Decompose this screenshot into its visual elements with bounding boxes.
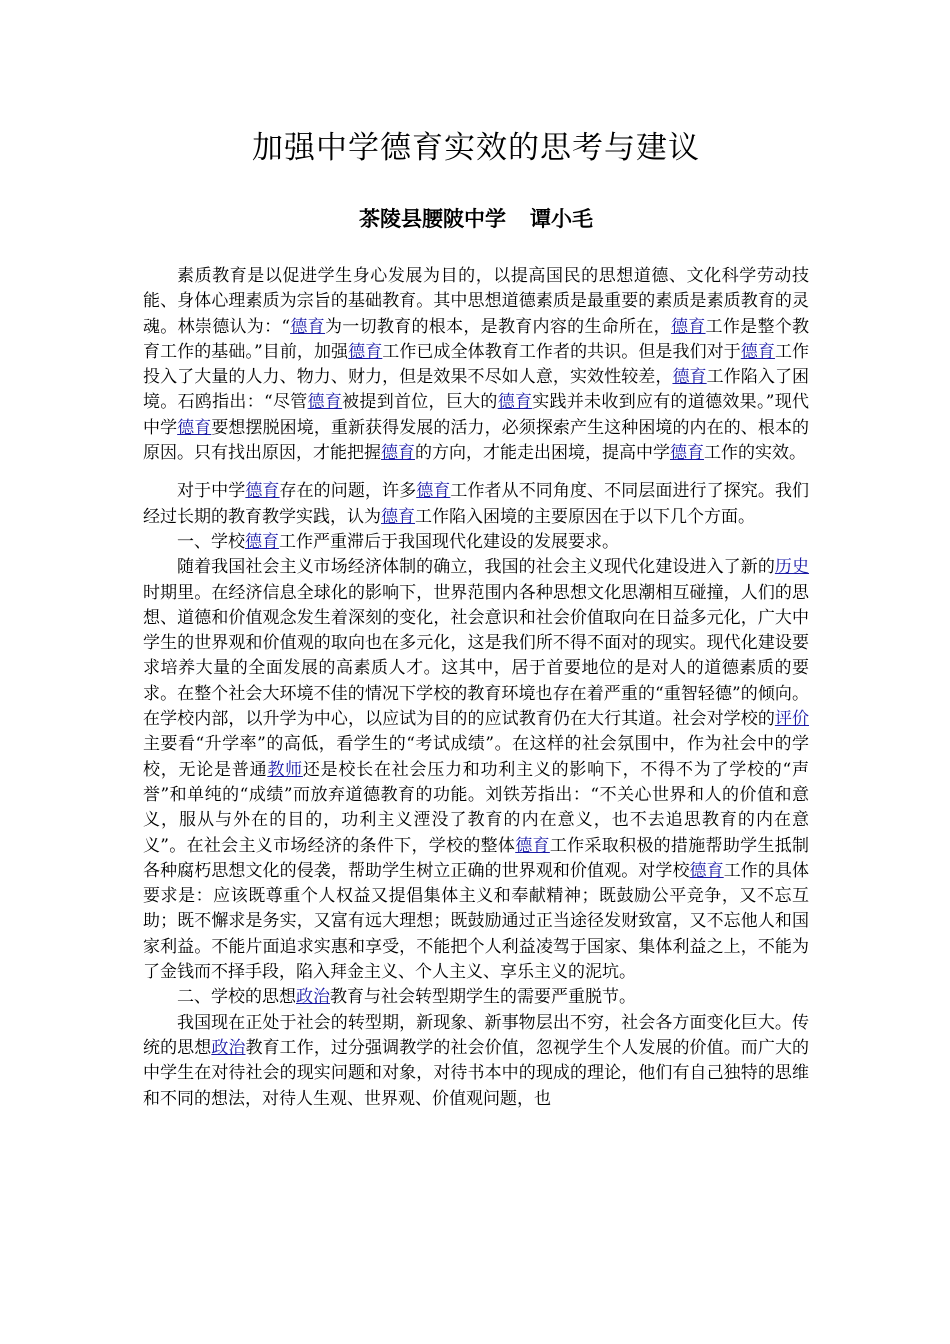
keyword-link[interactable]: 德育 (348, 341, 383, 362)
paragraph-text: 对于中学 (177, 481, 246, 502)
paragraph-text: 工作严重滞后于我国现代化建设的发展要求。 (279, 531, 619, 552)
keyword-link[interactable]: 德育 (740, 341, 775, 362)
paragraph-text: 一、学校 (177, 531, 245, 552)
keyword-link[interactable]: 德育 (515, 835, 550, 856)
paragraph-text: 工作者从不同角度、不同层面进行了探究。我们经过长期的教育教学实践，认为 (143, 481, 810, 527)
keyword-link[interactable]: 德育 (177, 417, 212, 438)
keyword-link[interactable]: 德育 (381, 443, 415, 464)
paragraph-text: 还是校长在社会压力和功利主义的影响下，不得不为了学校的“声誉”和单纯的“成绩”而放弃道德教育的功能。刘铁芳指出：“不关心世界和人的价值和意义，服从与外在的目的，功利主义湮没了教育的内在意义，也不去追思教育的内在意义”。在社会主义市场经济的条件下，学校的整体 (143, 759, 809, 856)
paragraph-text: 工作已成全体教育工作者的共识。但是我们对于 (382, 341, 741, 362)
author-line (143, 203, 809, 235)
paragraph-text: 工作采取积极的措施帮助学生抵制各种腐朽思想文化的侵袭，帮助学生树立正确的世界观和价值观。对学校 (143, 835, 810, 881)
paragraph (143, 530, 809, 555)
paragraph-text: 我国现在正处于社会的转型期，新现象、新事物层出不穷，社会各方面变化巨大。传统的思想 (143, 1012, 809, 1058)
keyword-link[interactable]: 德育 (672, 367, 707, 388)
paragraph-text: 时期里。在经济信息全球化的影响下，世界范围内各种思想文化思潮相互碰撞，人们的思想、道德和价值观念发生着深刻的变化，社会意识和社会价值取向在日益多元化，广大中学生的世界观和价值观的取向也在多元化，这是我们所不得不面对的现实。现代化建设要求培养大量的全面发展的高素质人才。这其中，居于首要地位的是对人的道德素质的要求。在整个社会大环境不佳的情况下学校的教育环境也存在着严重的“重智轻德”的倾向。在学校内部，以升学为中心，以应试为目的的应试教育仍在大行其道。社会对学校的 (143, 582, 809, 730)
keyword-link[interactable]: 历史 (774, 557, 810, 578)
paragraph-text: 教育与社会转型期学生的需要严重脱节。 (330, 987, 636, 1008)
paragraph-text: 被提到首位，巨大的 (342, 392, 498, 413)
author-school: 茶陵县腰陂中学 (359, 206, 506, 231)
paragraph-text: 工作是整个教育工作的基础。”目前，加强 (143, 316, 810, 362)
paragraph (143, 479, 809, 530)
paragraph-text: 素质教育是以促进学生身心发展为目的，以提高国民的思想道德、文化科学劳动技能、身体心理素质为宗旨的基础教育。其中思想道德素质是最重要的素质是素质教育的灵魂。林崇德认为：“ (143, 266, 809, 337)
document-title: 加强中学德育实效的思考与建议 (252, 130, 700, 166)
paragraph (143, 264, 809, 466)
paragraph-text: 工作陷入了困境。石鸥指出：“尽管 (143, 367, 810, 413)
keyword-link[interactable]: 德育 (670, 443, 704, 464)
keyword-link[interactable]: 德育 (381, 506, 415, 527)
paragraph-text: 实践并未收到应有的道德效果。”现代中学 (143, 392, 810, 438)
keyword-link[interactable]: 德育 (670, 316, 706, 337)
keyword-link[interactable]: 德育 (245, 481, 280, 502)
keyword-link[interactable]: 评价 (774, 709, 810, 730)
keyword-link[interactable]: 德育 (290, 316, 325, 337)
keyword-link[interactable]: 德育 (497, 392, 533, 413)
paragraph-text: 随着我国社会主义市场经济体制的确立，我国的社会主义现代化建设进入了新的 (177, 557, 775, 578)
keyword-link[interactable]: 教师 (267, 759, 303, 780)
document-body (143, 264, 809, 1112)
paragraph-text: 二、学校的思想 (177, 987, 296, 1008)
paragraph-text: 工作的实效。 (704, 443, 806, 464)
keyword-link[interactable]: 德育 (416, 481, 451, 502)
paragraph-text: 为一切教育的根本，是教育内容的生命所在， (324, 316, 671, 337)
paragraph-text: 要想摆脱困境，重新获得发展的活力，必须探索产生这种困境的内在的、根本的原因。只有找出原因，才能把握 (143, 417, 810, 464)
paragraph-text: 主要看“升学率”的高低，看学生的“考试成绩”。在这样的社会氛围中，作为社会中的学校，无论是普通 (143, 734, 809, 780)
keyword-link[interactable]: 德育 (689, 860, 724, 881)
paragraph (143, 1011, 809, 1112)
paragraph-text: 教育工作，过分强调教学的社会价值，忽视学生个人发展的价值。而广大的中学生在对待社会的现实问题和对象，对待书本中的现成的理论，他们有自己独特的思维和不同的想法，对待人生观、世界观、价值观问题，也 (143, 1037, 810, 1109)
keyword-link[interactable]: 德育 (307, 392, 343, 413)
paragraph-text: 的方向，才能走出困境，提高中学 (415, 443, 670, 464)
paragraph (143, 985, 809, 1010)
author-name: 谭小毛 (530, 206, 593, 231)
keyword-link[interactable]: 政治 (211, 1037, 246, 1058)
keyword-link[interactable]: 德育 (245, 531, 279, 552)
paragraph-text: 存在的问题，许多 (279, 481, 417, 502)
paragraph-text: 工作陷入困境的主要原因在于以下几个方面。 (415, 506, 755, 527)
paragraph-text: 工作的具体要求是：应该既尊重个人权益又提倡集体主义和奉献精神；既鼓励公平竞争，又不忘互助；既不懈求是务实，又富有远大理想；既鼓励通过正当途径发财致富，又不忘他人和国家利益。不能片面追求实惠和享受，不能把个人利益凌驾于国家、集体利益之上，不能为了金钱而不择手段，陷入拜金主义、个人主义、享乐主义的泥坑。 (143, 860, 810, 983)
keyword-link[interactable]: 政治 (296, 987, 330, 1008)
paragraph-text: 工作投入了大量的人力、物力、财力，但是效果不尽如人意，实效性较差， (143, 341, 810, 388)
paragraph (143, 555, 809, 985)
